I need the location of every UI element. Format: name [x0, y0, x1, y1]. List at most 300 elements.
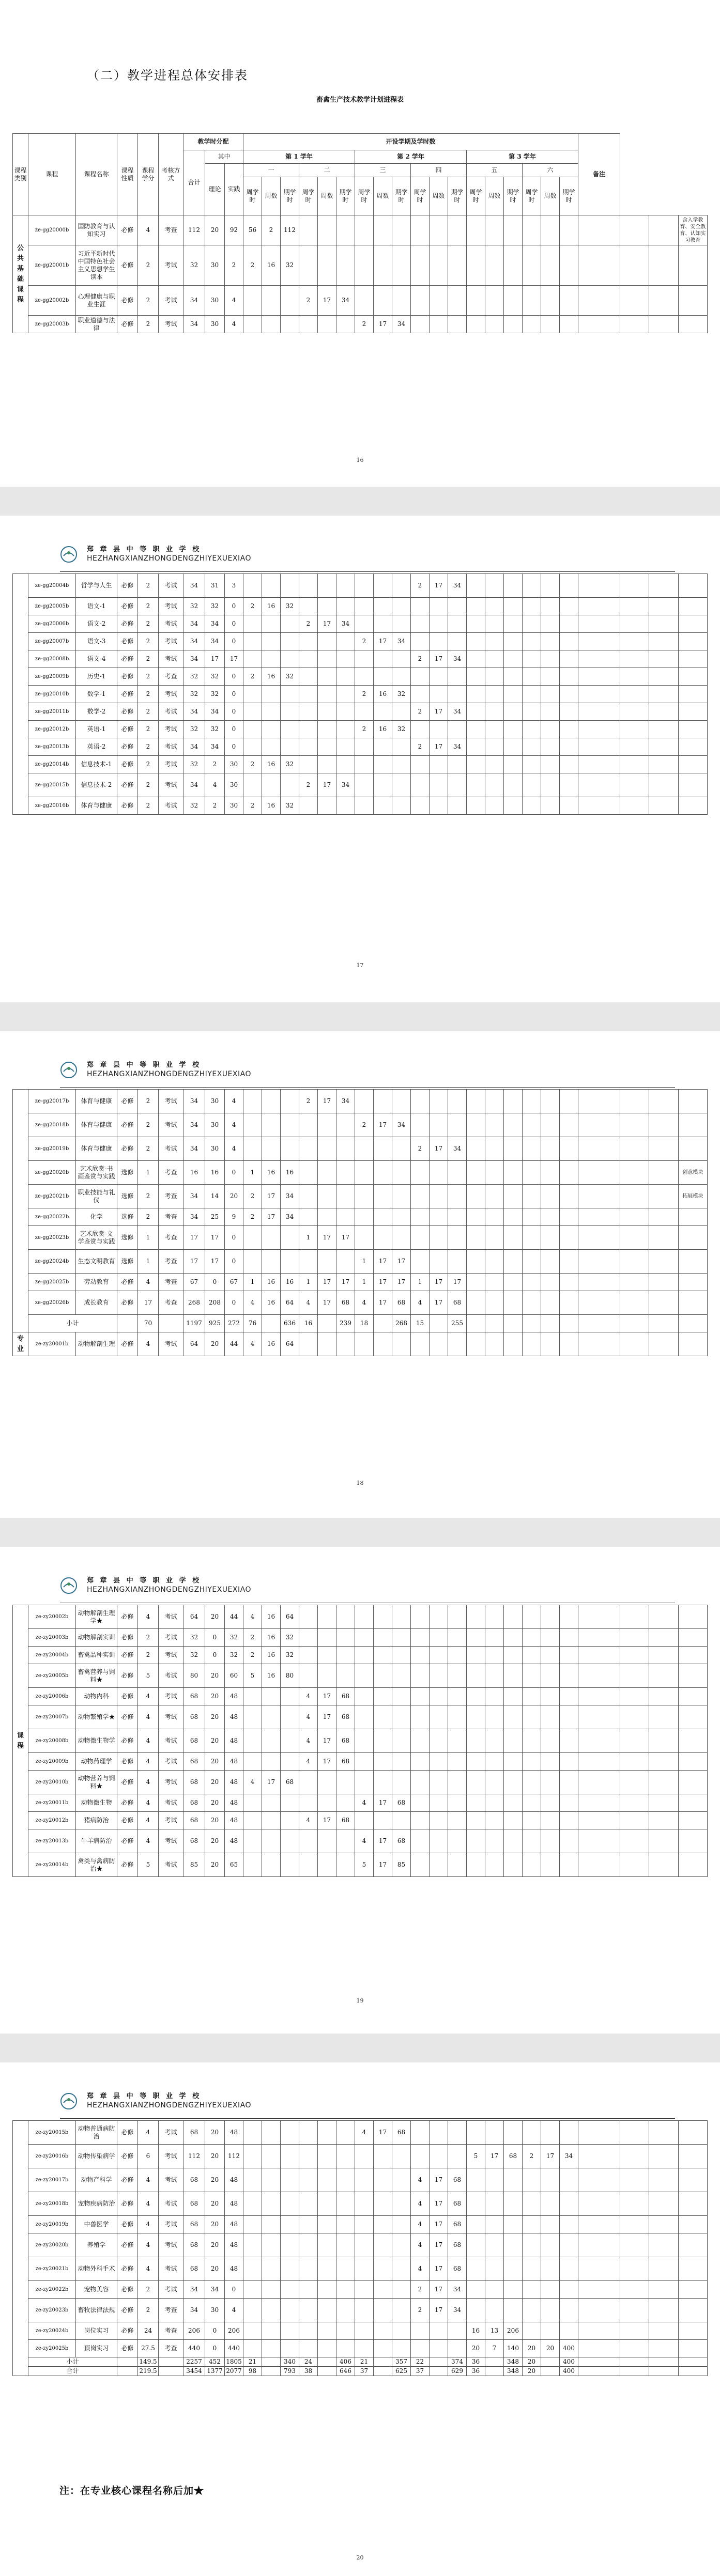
- term-cell: 68: [336, 1753, 355, 1771]
- term-cell: [485, 1113, 504, 1137]
- term-cell: [485, 1226, 504, 1250]
- term-cell: [374, 2281, 392, 2299]
- exam-method: 考试: [159, 1605, 183, 1629]
- term-cell: [299, 633, 318, 650]
- term-cell: [467, 2121, 485, 2145]
- term-cell: [430, 598, 448, 615]
- term-cell: [411, 1853, 430, 1877]
- practice-hours: 4: [225, 2299, 243, 2322]
- term-cell: [355, 797, 374, 815]
- term-cell: [560, 1250, 578, 1274]
- term-cell: [485, 1629, 504, 1647]
- term-cell: [336, 2340, 355, 2357]
- term-cell: [620, 2340, 649, 2357]
- term-cell: [430, 2367, 448, 2376]
- term-cell: [578, 1664, 620, 1688]
- term-cell: [467, 2168, 485, 2192]
- course-credit: 2: [138, 721, 159, 738]
- term-cell: [620, 2299, 649, 2322]
- course-category: [13, 2121, 28, 2376]
- term-cell: 374: [448, 2357, 467, 2367]
- header-hours-alloc: 教学时分配: [183, 134, 243, 150]
- course-nature: 必修: [117, 1274, 138, 1291]
- table-row: [13, 1688, 708, 1705]
- term-cell: 17: [318, 1688, 336, 1705]
- term-cell: 20: [467, 2340, 485, 2357]
- term-cell: [392, 1753, 411, 1771]
- practice-hours: 0: [225, 615, 243, 633]
- page-16: [0, 0, 720, 487]
- term-cell: [318, 738, 336, 756]
- term-cell: [281, 686, 299, 703]
- term-cell: [467, 574, 485, 598]
- practice-hours: 9: [225, 1208, 243, 1226]
- theory-hours: 34: [205, 615, 225, 633]
- term-cell: [430, 2340, 448, 2357]
- term-cell: 16: [262, 1664, 281, 1688]
- term-cell: [318, 2367, 336, 2376]
- term-cell: [541, 1208, 560, 1226]
- term-cell: 348: [504, 2357, 523, 2367]
- term-cell: [485, 1208, 504, 1226]
- practice-hours: 30: [225, 797, 243, 815]
- course-code: ze-gg20018b: [28, 1113, 76, 1137]
- term-cell: [411, 1208, 430, 1226]
- term-cell: [504, 1137, 523, 1161]
- term-cell: [374, 1332, 392, 1356]
- course-nature: 必修: [117, 1829, 138, 1853]
- course-code: ze-gg20019b: [28, 1137, 76, 1161]
- term-cell: [560, 2257, 578, 2281]
- term-cell: 17: [485, 2145, 504, 2168]
- term-cell: 34: [448, 650, 467, 668]
- term-cell: [620, 1250, 649, 1274]
- term-cell: 17: [392, 1274, 411, 1291]
- term-cell: [392, 615, 411, 633]
- term-cell: [523, 1853, 541, 1877]
- course-nature: 必修: [117, 2322, 138, 2340]
- term-cell: 255: [448, 1315, 467, 1332]
- term-cell: [504, 738, 523, 756]
- term-cell: 2: [355, 633, 374, 650]
- term-cell: 2: [243, 245, 262, 286]
- term-cell: [541, 633, 560, 650]
- course-nature: 必修: [117, 615, 138, 633]
- term-cell: [430, 1753, 448, 1771]
- term-cell: 17: [430, 574, 448, 598]
- term-cell: [620, 1688, 649, 1705]
- term-cell: [541, 1853, 560, 1877]
- term-cell: [578, 615, 620, 633]
- term-cell: [523, 1185, 541, 1208]
- term-cell: 80: [281, 1664, 299, 1688]
- term-cell: [541, 2299, 560, 2322]
- course-code: ze-gg20005b: [28, 598, 76, 615]
- theory-hours: 31: [205, 574, 225, 598]
- term-cell: 2: [411, 574, 430, 598]
- term-cell: [504, 2192, 523, 2216]
- course-nature: [117, 2367, 138, 2376]
- term-cell: [620, 738, 649, 756]
- term-cell: 36: [467, 2367, 485, 2376]
- course-credit: 2: [138, 1629, 159, 1647]
- term-cell: [649, 1137, 678, 1161]
- term-cell: 206: [504, 2322, 523, 2340]
- course-credit: 2: [138, 1647, 159, 1664]
- term-cell: [620, 574, 649, 598]
- header-total: 合计: [183, 150, 205, 215]
- term-cell: 7: [485, 2340, 504, 2357]
- term-cell: 4: [355, 2121, 374, 2145]
- term-cell: [262, 1812, 281, 1829]
- term-cell: 2: [243, 756, 262, 773]
- term-cell: [392, 574, 411, 598]
- term-cell: [336, 574, 355, 598]
- term-cell: [578, 1161, 620, 1185]
- term-cell: 32: [281, 797, 299, 815]
- term-cell: [299, 1137, 318, 1161]
- term-cell: [448, 615, 467, 633]
- term-cell: [560, 2192, 578, 2216]
- course-code: ze-zy20003b: [28, 1629, 76, 1647]
- header-weekly-hours: 周学时: [355, 177, 374, 215]
- total-hours: 34: [183, 316, 205, 333]
- term-cell: [578, 1629, 620, 1647]
- page-number: 20: [356, 2554, 364, 2561]
- course-nature: 必修: [117, 2145, 138, 2168]
- term-cell: 1: [243, 1161, 262, 1185]
- remark-cell: [678, 1113, 707, 1137]
- term-cell: [448, 1829, 467, 1853]
- term-cell: 37: [411, 2367, 430, 2376]
- term-cell: [355, 1185, 374, 1208]
- term-cell: [541, 721, 560, 738]
- course-name: 哲学与人生: [76, 574, 117, 598]
- term-cell: 2: [411, 2299, 430, 2322]
- course-name: 语文-2: [76, 615, 117, 633]
- term-cell: [578, 574, 620, 598]
- remark-cell: [678, 2299, 707, 2322]
- course-code: ze-gg20015b: [28, 773, 76, 797]
- term-cell: [262, 2322, 281, 2340]
- term-cell: [523, 2168, 541, 2192]
- course-name: 心理健康与职业生涯: [76, 286, 117, 316]
- term-cell: [649, 598, 678, 615]
- term-cell: [411, 756, 430, 773]
- term-cell: [649, 1161, 678, 1185]
- remark-cell: [678, 773, 707, 797]
- term-cell: [504, 686, 523, 703]
- term-cell: [281, 2192, 299, 2216]
- term-cell: [560, 1664, 578, 1688]
- term-cell: [620, 703, 649, 721]
- term-cell: [281, 1226, 299, 1250]
- term-cell: [318, 668, 336, 686]
- term-cell: [467, 245, 485, 286]
- term-cell: [262, 1829, 281, 1853]
- term-cell: [262, 2145, 281, 2168]
- term-cell: [392, 1647, 411, 1664]
- practice-hours: 30: [225, 756, 243, 773]
- exam-method: 考试: [159, 1812, 183, 1829]
- term-cell: 16: [281, 1161, 299, 1185]
- term-cell: [620, 756, 649, 773]
- term-cell: [649, 686, 678, 703]
- term-cell: [485, 286, 504, 316]
- term-cell: [374, 797, 392, 815]
- term-cell: 17: [318, 1812, 336, 1829]
- term-cell: [578, 2121, 620, 2145]
- term-cell: [578, 1274, 620, 1291]
- term-cell: [467, 1664, 485, 1688]
- term-cell: 32: [392, 721, 411, 738]
- term-cell: [504, 1291, 523, 1315]
- total-hours: 34: [183, 773, 205, 797]
- term-cell: [243, 2216, 262, 2233]
- table-row: [13, 598, 708, 615]
- term-cell: 34: [281, 1208, 299, 1226]
- term-cell: 17: [318, 1274, 336, 1291]
- term-cell: [578, 2257, 620, 2281]
- term-cell: [336, 668, 355, 686]
- term-cell: [355, 1664, 374, 1688]
- term-cell: [262, 615, 281, 633]
- term-cell: [430, 1629, 448, 1647]
- term-cell: 36: [467, 2357, 485, 2367]
- term-cell: [411, 316, 430, 333]
- term-cell: [578, 2299, 620, 2322]
- term-cell: [541, 1161, 560, 1185]
- course-name: 禽类与禽病防治★: [76, 1853, 117, 1877]
- term-cell: 4: [243, 1332, 262, 1356]
- term-cell: [336, 1185, 355, 1208]
- course-credit: 2: [138, 703, 159, 721]
- term-cell: [392, 1605, 411, 1629]
- term-cell: [336, 1794, 355, 1812]
- term-cell: [374, 574, 392, 598]
- term-cell: 16: [262, 245, 281, 286]
- term-cell: [281, 316, 299, 333]
- term-cell: [448, 797, 467, 815]
- term-cell: [355, 1753, 374, 1771]
- table-row: [13, 1226, 708, 1250]
- remark-cell: [678, 1753, 707, 1771]
- term-cell: [485, 1605, 504, 1629]
- term-cell: [374, 2233, 392, 2257]
- total-hours: 68: [183, 1705, 205, 1729]
- term-cell: 32: [281, 245, 299, 286]
- term-cell: [299, 1647, 318, 1664]
- term-cell: [318, 1629, 336, 1647]
- remark-cell: [678, 2281, 707, 2299]
- course-nature: 必修: [117, 668, 138, 686]
- term-cell: [355, 1137, 374, 1161]
- term-cell: [281, 721, 299, 738]
- term-cell: [467, 2281, 485, 2299]
- total-hours: 32: [183, 598, 205, 615]
- term-cell: [430, 1605, 448, 1629]
- total-hours: 68: [183, 2121, 205, 2145]
- exam-method: 考试: [159, 1113, 183, 1137]
- course-code: ze-zy20010b: [28, 1771, 76, 1794]
- theory-hours: 20: [205, 1794, 225, 1812]
- term-cell: [541, 286, 560, 316]
- practice-hours: 48: [225, 2216, 243, 2233]
- course-nature: 必修: [117, 797, 138, 815]
- term-cell: [523, 1729, 541, 1753]
- term-cell: [355, 1629, 374, 1647]
- term-cell: [541, 738, 560, 756]
- term-cell: 17: [374, 1794, 392, 1812]
- term-cell: 16: [262, 1291, 281, 1315]
- term-cell: [281, 615, 299, 633]
- term-cell: [281, 633, 299, 650]
- practice-hours: 48: [225, 2121, 243, 2145]
- practice-hours: 44: [225, 1605, 243, 1629]
- term-cell: [448, 1113, 467, 1137]
- course-code: ze-gg20006b: [28, 615, 76, 633]
- term-cell: [467, 1315, 485, 1332]
- course-code: ze-zy20019b: [28, 2216, 76, 2233]
- term-cell: [392, 286, 411, 316]
- term-cell: [541, 1771, 560, 1794]
- term-cell: [578, 2168, 620, 2192]
- course-credit: 2: [138, 598, 159, 615]
- practice-hours: 272: [225, 1315, 243, 1332]
- table-row: [13, 650, 708, 668]
- total-hours: 32: [183, 686, 205, 703]
- term-cell: [243, 1226, 262, 1250]
- term-cell: [262, 2192, 281, 2216]
- term-cell: [523, 797, 541, 815]
- term-cell: [430, 773, 448, 797]
- term-cell: [243, 1853, 262, 1877]
- term-cell: 68: [392, 1291, 411, 1315]
- course-nature: 选修: [117, 1161, 138, 1185]
- term-cell: [523, 598, 541, 615]
- term-cell: 34: [560, 2145, 578, 2168]
- exam-method: 考试: [159, 1829, 183, 1853]
- term-cell: 68: [504, 2145, 523, 2168]
- term-cell: [299, 245, 318, 286]
- term-cell: [448, 668, 467, 686]
- term-cell: 34: [448, 2299, 467, 2322]
- remark-cell: [678, 2192, 707, 2216]
- term-cell: [281, 2121, 299, 2145]
- term-cell: [578, 756, 620, 773]
- term-cell: [374, 1705, 392, 1729]
- term-cell: [374, 286, 392, 316]
- term-cell: [467, 316, 485, 333]
- term-cell: [448, 1729, 467, 1753]
- term-cell: [560, 2121, 578, 2145]
- course-code: ze-gg20003b: [28, 316, 76, 333]
- course-nature: 必修: [117, 756, 138, 773]
- term-cell: [504, 1113, 523, 1137]
- term-cell: [485, 1812, 504, 1829]
- term-cell: [467, 797, 485, 815]
- term-cell: [448, 1332, 467, 1356]
- theory-hours: 20: [205, 1771, 225, 1794]
- term-cell: 18: [355, 1315, 374, 1332]
- term-cell: [336, 1664, 355, 1688]
- header-year2: 第 2 学年: [355, 150, 467, 164]
- term-cell: [336, 756, 355, 773]
- term-cell: 5: [243, 1664, 262, 1688]
- term-cell: [541, 797, 560, 815]
- term-cell: 5: [355, 1853, 374, 1877]
- term-cell: [392, 738, 411, 756]
- course-credit: 1: [138, 1226, 159, 1250]
- header-term-hours: 期学时: [560, 177, 578, 215]
- remark-cell: [678, 286, 707, 316]
- course-name: 劳动教育: [76, 1274, 117, 1291]
- term-cell: 20: [523, 2340, 541, 2357]
- term-cell: 4: [411, 2216, 430, 2233]
- term-cell: [281, 2299, 299, 2322]
- course-credit: 2: [138, 1113, 159, 1137]
- term-cell: [523, 1274, 541, 1291]
- term-cell: [649, 1771, 678, 1794]
- term-cell: [411, 1829, 430, 1853]
- total-hours: 68: [183, 1729, 205, 1753]
- term-cell: [541, 1137, 560, 1161]
- remark-cell: [678, 721, 707, 738]
- term-cell: [467, 1090, 485, 1113]
- term-cell: [649, 1605, 678, 1629]
- total-hours: 34: [183, 574, 205, 598]
- term-cell: [299, 721, 318, 738]
- course-code: ze-gg20022b: [28, 1208, 76, 1226]
- term-cell: [392, 1226, 411, 1250]
- course-code: ze-gg20020b: [28, 1161, 76, 1185]
- term-cell: [411, 1226, 430, 1250]
- practice-hours: 30: [225, 773, 243, 797]
- page-number: 16: [356, 457, 364, 463]
- term-cell: [649, 1853, 678, 1877]
- term-cell: [411, 1729, 430, 1753]
- term-cell: [411, 598, 430, 615]
- exam-method: 考查: [159, 2322, 183, 2340]
- term-cell: [355, 773, 374, 797]
- term-cell: [485, 797, 504, 815]
- term-cell: [411, 1794, 430, 1812]
- term-cell: [355, 615, 374, 633]
- course-name: 英语-1: [76, 721, 117, 738]
- term-cell: [430, 286, 448, 316]
- table-row: [13, 721, 708, 738]
- theory-hours: 2: [205, 756, 225, 773]
- term-cell: [262, 1853, 281, 1877]
- practice-hours: 440: [225, 2340, 243, 2357]
- term-cell: [541, 703, 560, 721]
- term-cell: [620, 2257, 649, 2281]
- term-cell: 68: [448, 2233, 467, 2257]
- table-row: [13, 2145, 708, 2168]
- course-code: ze-gg20014b: [28, 756, 76, 773]
- term-cell: 34: [392, 633, 411, 650]
- term-cell: [541, 615, 560, 633]
- course-credit: 4: [138, 2216, 159, 2233]
- term-cell: 17: [318, 1291, 336, 1315]
- term-cell: [485, 686, 504, 703]
- theory-hours: 16: [205, 1161, 225, 1185]
- term-cell: 17: [374, 1274, 392, 1291]
- term-cell: 348: [504, 2367, 523, 2376]
- course-nature: 必修: [117, 2168, 138, 2192]
- term-cell: 32: [281, 668, 299, 686]
- term-cell: [504, 1605, 523, 1629]
